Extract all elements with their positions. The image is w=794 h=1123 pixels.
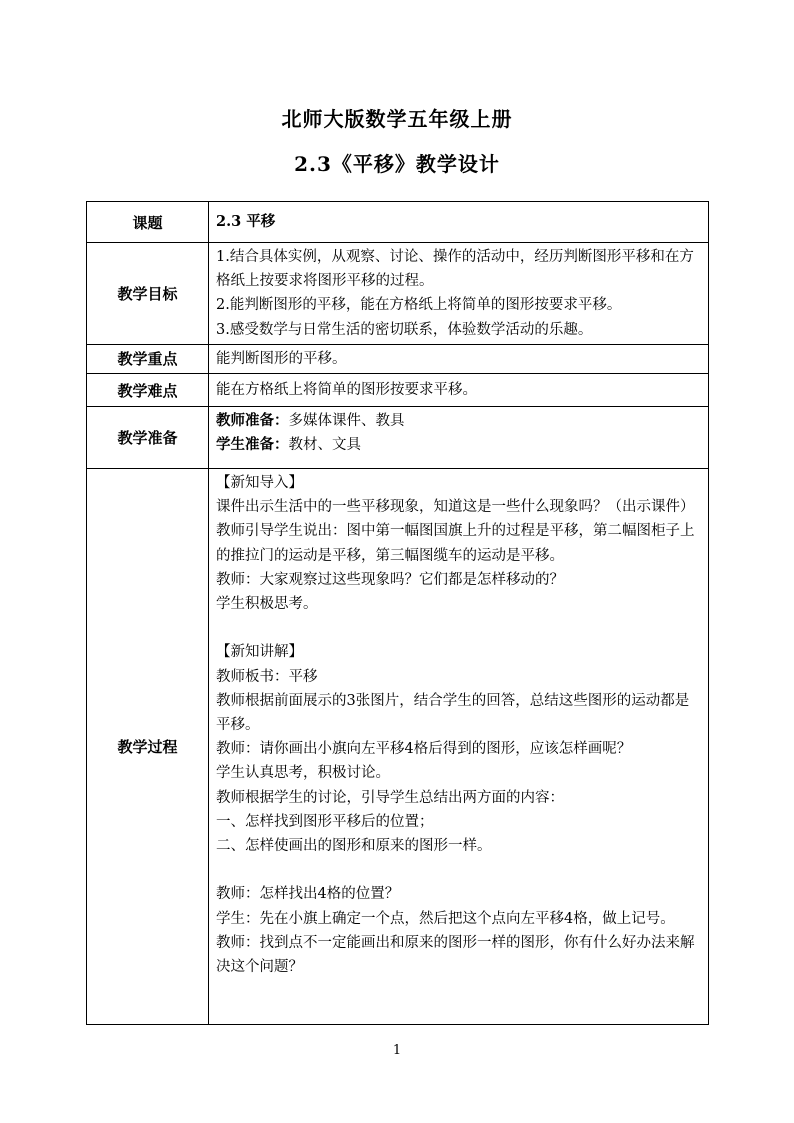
process-line: 二、怎样使画出的图形和原来的图形一样。 bbox=[216, 838, 492, 855]
prep-student-value: 教材、文具 bbox=[288, 437, 361, 454]
process-line: 一、怎样找到图形平移后的位置； bbox=[216, 813, 434, 830]
process-cell bbox=[209, 469, 709, 1025]
process-line: 教师板书：平移 bbox=[216, 668, 318, 685]
topic-cell bbox=[209, 202, 709, 243]
focus-value: 能判断图形的平移。 bbox=[209, 344, 709, 373]
difficulty-label: 教学难点 bbox=[87, 374, 209, 407]
table-row-topic bbox=[87, 202, 709, 243]
process-line: 学生：先在小旗上确定一个点，然后把这个点向左平移4格，做上记号。 bbox=[216, 910, 675, 927]
prep-student-line bbox=[216, 433, 703, 457]
goals-cell bbox=[209, 243, 709, 345]
topic-value: 2.3 平移 bbox=[216, 212, 276, 230]
focus-label: 教学重点 bbox=[87, 344, 209, 373]
process-blank-line bbox=[216, 616, 703, 640]
table-row-process bbox=[87, 469, 709, 1025]
process-line: 【新知讲解】 bbox=[216, 644, 303, 661]
process-line: 教师：请你画出小旗向左平移4格后得到的图形，应该怎样画呢？ bbox=[216, 741, 632, 758]
process-line: 【新知导入】 bbox=[216, 475, 303, 492]
process-line: 教师：找到点不一定能画出和原来的图形一样的图形，你有什么好办法来解决这个问题？ bbox=[216, 934, 695, 976]
lesson-title: 2.3《平移》教学设计 bbox=[294, 152, 500, 176]
process-line: 教师：怎样找出4格的位置？ bbox=[216, 886, 400, 903]
prep-cell bbox=[209, 407, 709, 469]
prep-teacher-value: 多媒体课件、教具 bbox=[288, 413, 405, 430]
goal-item: 3.感受数学与日常生活的密切联系，体验数学活动的乐趣。 bbox=[216, 321, 593, 338]
process-line: 课件出示生活中的一些平移现象，知道这是一些什么现象吗？（出示课件） bbox=[216, 499, 695, 516]
table-row-prep bbox=[87, 407, 709, 469]
difficulty-value: 能在方格纸上将简单的图形按要求平移。 bbox=[209, 374, 709, 407]
goal-item: 1.结合具体实例，从观察、讨论、操作的活动中，经历判断图形平移和在方格纸上按要求将图形平移的过程。 bbox=[216, 249, 694, 290]
document-title: 北师大版数学五年级上册 bbox=[281, 107, 513, 131]
process-line: 学生积极思考。 bbox=[216, 596, 318, 613]
lesson-plan-table bbox=[86, 201, 709, 1025]
process-line: 教师根据学生的讨论，引导学生总结出两方面的内容： bbox=[216, 789, 564, 806]
table-row-focus bbox=[87, 344, 709, 373]
process-line: 学生认真思考，积极讨论。 bbox=[216, 765, 390, 782]
table-row-difficulty bbox=[87, 374, 709, 407]
process-line: 教师根据前面展示的3张图片，结合学生的回答，总结这些图形的运动都是平移。 bbox=[216, 692, 690, 734]
prep-teacher-label: 教师准备： bbox=[216, 412, 289, 430]
process-line: 教师：大家观察过这些现象吗？它们都是怎样移动的？ bbox=[216, 571, 564, 588]
prep-student-label: 学生准备： bbox=[216, 436, 289, 454]
table-row-goals bbox=[87, 243, 709, 345]
prep-teacher-line bbox=[216, 409, 703, 433]
process-label: 教学过程 bbox=[87, 469, 209, 1025]
process-blank-line bbox=[216, 858, 703, 882]
page-number: 1 bbox=[392, 1043, 402, 1058]
goals-label: 教学目标 bbox=[87, 243, 209, 345]
process-line: 教师引导学生说出：图中第一幅图国旗上升的过程是平移，第二幅图柜子上的推拉门的运动是平移，第三幅图缆车的运动是平移。 bbox=[216, 523, 695, 564]
topic-label: 课题 bbox=[87, 202, 209, 243]
goal-item: 2.能判断图形的平移，能在方格纸上将简单的图形按要求平移。 bbox=[216, 297, 622, 314]
prep-label: 教学准备 bbox=[87, 407, 209, 469]
